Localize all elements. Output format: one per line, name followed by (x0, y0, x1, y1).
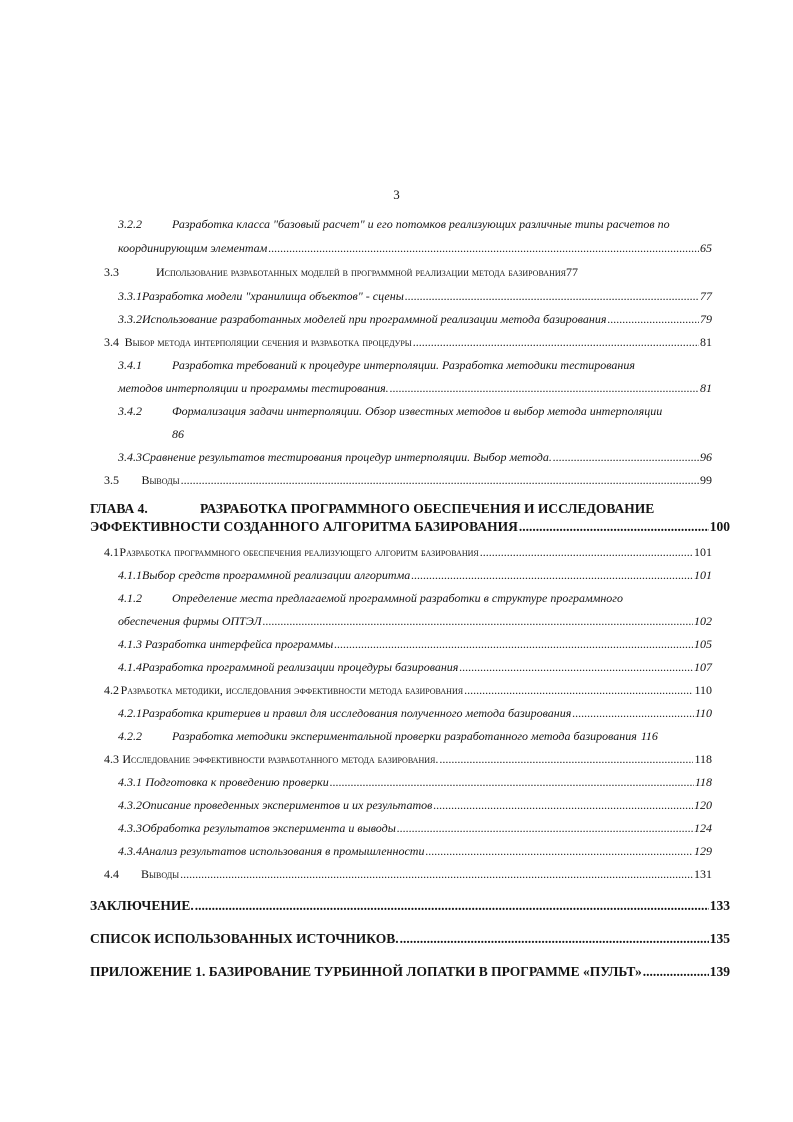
toc-title: Описание проведенных экспериментов и их результатов (142, 798, 433, 812)
toc-chapter-4[interactable] (90, 500, 730, 518)
dot-leader (607, 311, 699, 327)
toc-entry-4-2[interactable] (104, 682, 712, 698)
dot-leader (643, 963, 709, 981)
toc-title: Использование разработанных моделей при программной реализации метода базирования (142, 312, 607, 326)
toc-entry-4-3-3[interactable] (118, 820, 712, 836)
toc-title: Разработка модели "хранилища объектов" - сцены (142, 289, 404, 303)
toc-number: 3.4.2 (118, 404, 142, 418)
toc-entry-3-4-2[interactable] (118, 403, 728, 419)
toc-number: 4.3.4 (118, 844, 142, 858)
toc-entry-3-3[interactable] (104, 264, 712, 280)
toc-title: Определение места предлагаемой программной разработки в структуре программного (172, 591, 623, 605)
toc-page: 101 (694, 545, 712, 559)
toc-title: Разработка программной реализации процедуры базирования (142, 660, 459, 674)
toc-page: 133 (709, 898, 730, 913)
toc-page: 135 (709, 931, 730, 946)
toc-title: Выводы (141, 867, 180, 881)
toc-number: 4.4 (104, 867, 119, 881)
toc-number: 4.2.2 (118, 729, 142, 743)
toc-entry-3-4-2-cont (172, 426, 232, 442)
toc-number: 3.2.2 (118, 217, 142, 231)
dot-leader (413, 334, 699, 350)
toc-title: РАЗРАБОТКА ПРОГРАММНОГО ОБЕСПЕЧЕНИЯ И ИССЛЕДОВАНИЕ (200, 501, 655, 516)
toc-entry-4-2-1[interactable] (118, 705, 712, 721)
toc-title: Разработка методики экспериментальной проверки разработанного метода базирования (172, 729, 637, 743)
toc-page: 65 (700, 241, 712, 255)
dot-leader (519, 518, 709, 536)
toc-number: 4.1.1 (118, 568, 142, 582)
dot-leader (464, 682, 693, 698)
toc-number: 4.2.1 (118, 706, 142, 720)
toc-number: 4.3.3 (118, 821, 142, 835)
toc-number: 3.4.1 (118, 358, 142, 372)
toc-page: 77 (565, 265, 578, 279)
dot-leader (263, 613, 693, 629)
toc-entry-3-2-2-cont (118, 240, 712, 256)
toc-title: Сравнение результатов тестирования процедур интерполяции. Выбор метода. (142, 450, 552, 464)
toc-page: 139 (709, 964, 730, 979)
toc-number: 3.3.2 (118, 312, 142, 326)
toc-entry-4-3-2[interactable] (118, 797, 712, 813)
dot-leader (553, 449, 699, 465)
toc-page: 118 (694, 752, 712, 766)
toc-title: Выбор метода интерполяции сечения и разработка процедуры (124, 335, 412, 349)
toc-number: 4.2 (104, 683, 119, 697)
dot-leader (405, 288, 699, 304)
toc-page: 118 (694, 775, 712, 789)
toc-chapter-4-cont (90, 518, 730, 536)
toc-title-cont: методов интерполяции и программы тестирования. (118, 381, 389, 395)
toc-title: Разработка интерфейса программы (144, 637, 334, 651)
toc-title: Разработка требований к процедуре интерполяции. Разработка методики тестирования (172, 358, 635, 372)
toc-entry-3-4-3[interactable] (118, 449, 712, 465)
toc-title: ПРИЛОЖЕНИЕ 1. БАЗИРОВАНИЕ ТУРБИННОЙ ЛОПАТКИ В ПРОГРАММЕ «ПУЛЬТ» (90, 964, 642, 979)
toc-entry-4-1-2-cont (118, 613, 712, 629)
toc-references[interactable] (90, 930, 730, 948)
toc-title: Выбор средств программной реализации алгоритма (142, 568, 411, 582)
dot-leader (397, 820, 693, 836)
toc-page: 81 (700, 335, 712, 349)
toc-number: 4.1.4 (118, 660, 142, 674)
toc-conclusion[interactable] (90, 897, 730, 915)
dot-leader (268, 240, 699, 256)
toc-entry-3-4-1-cont (118, 380, 712, 396)
dot-leader (400, 930, 709, 948)
dot-leader (425, 843, 693, 859)
toc-entry-4-1[interactable] (104, 544, 712, 560)
dot-leader (330, 774, 694, 790)
dot-leader (572, 705, 694, 721)
toc-title-cont: ЭФФЕКТИВНОСТИ СОЗДАННОГО АЛГОРИТМА БАЗИРОВАНИЯ (90, 519, 518, 534)
toc-page: 131 (694, 867, 712, 881)
dot-leader (195, 897, 709, 915)
dot-leader (439, 751, 693, 767)
toc-title: Подготовка к проведению проверки (145, 775, 329, 789)
toc-title: Формализация задачи интерполяции. Обзор известных методов и выбор метода интерполяции (172, 404, 663, 418)
toc-title: ЗАКЛЮЧЕНИЕ. (90, 898, 194, 913)
toc-entry-4-3[interactable] (104, 751, 712, 767)
toc-number: ГЛАВА 4. (90, 501, 148, 516)
toc-entry-3-2-2[interactable] (118, 216, 718, 232)
toc-title: Разработка программного обеспечения реализующего алгоритм базирования (119, 545, 479, 559)
toc-number: 4.1.3 (118, 637, 142, 651)
dot-leader (459, 659, 693, 675)
toc-page: 105 (694, 637, 712, 651)
toc-title-cont: обеспечения фирмы ОПТЭЛ (118, 614, 262, 628)
toc-title: Обработка результатов эксперимента и выводы (142, 821, 396, 835)
toc-appendix-1[interactable] (90, 963, 730, 981)
toc-page: 102 (694, 614, 712, 628)
toc-page: 101 (694, 568, 712, 582)
toc-page: 86 (172, 427, 184, 441)
dot-leader (180, 866, 693, 882)
toc-page: 120 (694, 798, 712, 812)
toc-title: Исследование эффективности разработанного метода базирования. (122, 752, 439, 766)
toc-entry-4-3-4[interactable] (118, 843, 712, 859)
toc-entry-4-2-2[interactable] (118, 728, 712, 744)
toc-title: Выводы (141, 473, 180, 487)
toc-entry-4-1-4[interactable] (118, 659, 712, 675)
toc-page: 116 (640, 729, 658, 743)
toc-entry-3-3-2[interactable] (118, 311, 712, 327)
toc-title: Использование разработанных моделей в программной реализации метода базирования (156, 265, 566, 279)
toc-page: 124 (694, 821, 712, 835)
toc-entry-4-3-1[interactable] (118, 774, 712, 790)
toc-title: Разработка методики, исследования эффективности метода базирования (120, 683, 464, 697)
toc-title: Разработка критериев и правил для исследования полученного метода базирования (142, 706, 572, 720)
toc-number: 4.1 (104, 545, 119, 559)
toc-entry-4-4[interactable] (104, 866, 712, 882)
toc-number: 4.3.2 (118, 798, 142, 812)
toc-page: 81 (700, 381, 712, 395)
toc-number: 4.1.2 (118, 591, 142, 605)
toc-number: 3.3 (104, 265, 119, 279)
toc-entry-4-1-1[interactable] (118, 567, 712, 583)
toc-page: 79 (700, 312, 712, 326)
dot-leader (390, 380, 699, 396)
toc-page: 129 (694, 844, 712, 858)
toc-entry-3-4[interactable] (104, 334, 712, 350)
toc-number: 3.3.1 (118, 289, 142, 303)
toc-page: 107 (694, 660, 712, 674)
toc-number: 3.4 (104, 335, 119, 349)
dot-leader (480, 544, 693, 560)
toc-number: 3.4.3 (118, 450, 142, 464)
dot-leader (411, 567, 693, 583)
toc-page: 77 (700, 289, 712, 303)
dot-leader (334, 636, 693, 652)
toc-number: 3.5 (104, 473, 119, 487)
toc-title: Разработка класса "базовый расчет" и его потомков реализующих различные типы расчетов по (172, 217, 670, 231)
toc-entry-3-3-1[interactable] (118, 288, 712, 304)
toc-page: 96 (700, 450, 712, 464)
toc-entry-3-5[interactable] (104, 472, 712, 488)
toc-number: 4.3 (104, 752, 119, 766)
toc-title-cont: координирующим элементам (118, 241, 268, 255)
toc-page: 99 (700, 473, 712, 487)
toc-entry-3-4-1[interactable] (118, 357, 718, 373)
toc-page: 110 (694, 683, 712, 697)
page-number: 3 (393, 187, 400, 202)
toc-entry-4-1-3[interactable] (118, 636, 712, 652)
toc-title: СПИСОК ИСПОЛЬЗОВАННЫХ ИСТОЧНИКОВ. (90, 931, 399, 946)
toc-number: 4.3.1 (118, 775, 142, 789)
toc-entry-4-1-2[interactable] (118, 590, 718, 606)
dot-leader (433, 797, 693, 813)
dot-leader (181, 472, 699, 488)
toc-title: Анализ результатов использования в промышленности (142, 844, 425, 858)
toc-page: 100 (709, 519, 730, 534)
toc-page: 110 (694, 706, 712, 720)
